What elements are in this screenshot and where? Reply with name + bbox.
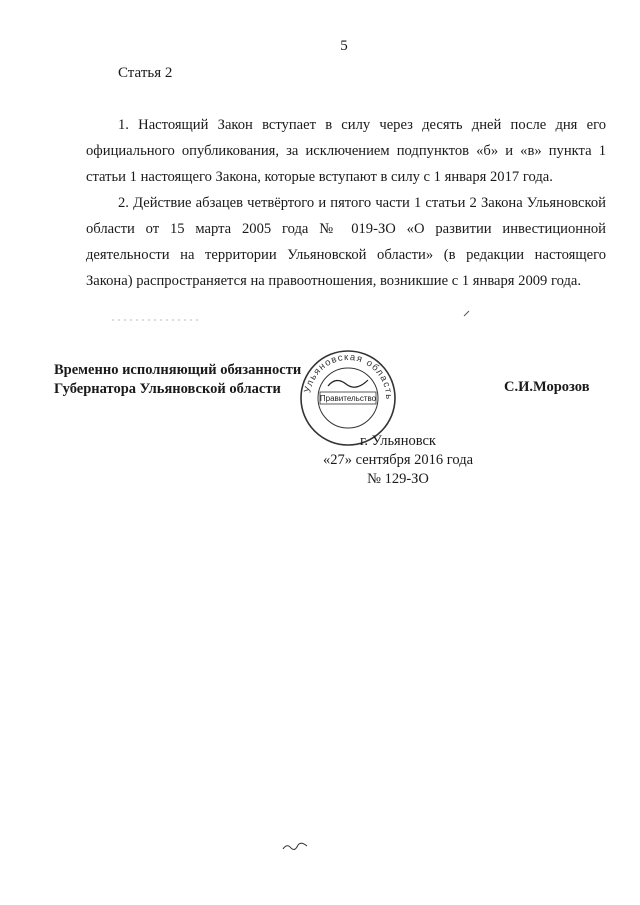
- signatory-name: С.И.Морозов: [504, 379, 590, 395]
- signatory-title: [54, 361, 301, 399]
- signatory-title-line-1: Временно исполняющий обязанности: [54, 362, 302, 378]
- page-number: 5: [340, 38, 348, 54]
- signatory-title-line-2: Губернатора Ульяновской области: [54, 381, 281, 397]
- scan-artifact-dots: [112, 318, 202, 322]
- enactment-place: г. Ульяновск: [360, 433, 436, 449]
- paragraph-1: 1. Настоящий Закон вступает в силу через десять дней после дня его официального опубликования, за исключением подпунктов «б» и «в» пункта 1 статьи 1 настоящего Закона, которые вступают в силу с 1 января 2017 года.: [86, 117, 606, 185]
- seal-center-text: Правительство: [319, 394, 377, 403]
- enactment-date: «27» сентября 2016 года: [322, 452, 474, 468]
- paragraph-2: 2. Действие абзацев четвёртого и пятого части 1 статьи 2 Закона Ульяновской области от 15 марта 2005 года № 019-ЗО «О развитии инвестиционной деятельности на территории Ульяновской области» (в редакции настоящего Закона) распространяется на правоотношения, возникшие с 1 января 2009 года.: [86, 195, 606, 289]
- handwritten-mark: [282, 840, 308, 854]
- seal-ring-text: Ульяновская область: [302, 351, 395, 401]
- article-title: Статья 2: [118, 65, 173, 81]
- scan-artifact-mark: [462, 308, 472, 318]
- law-number: № 129-ЗО: [367, 471, 429, 487]
- enactment-info: [318, 432, 478, 489]
